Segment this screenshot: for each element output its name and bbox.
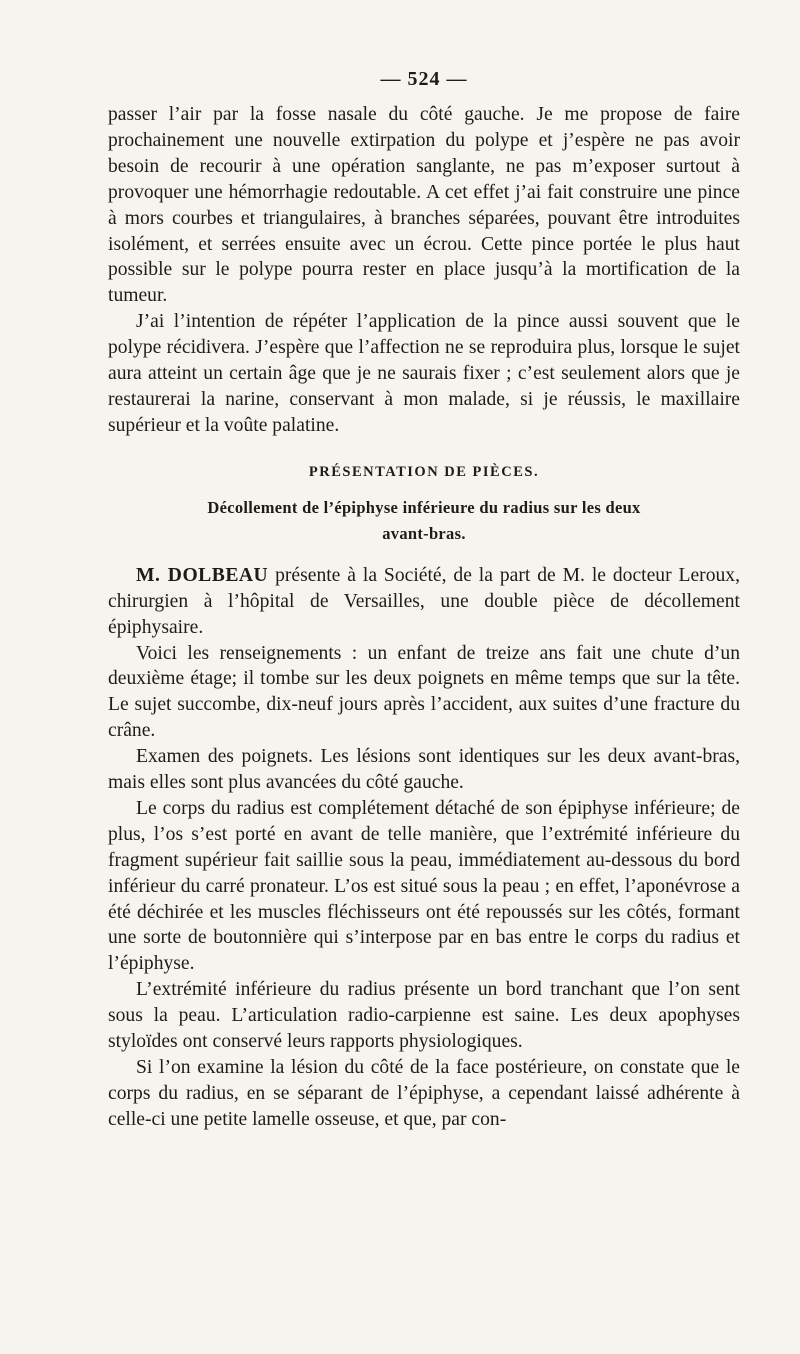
paragraph-5: Le corps du radius est complétement détaché de son épiphyse inférieure; de plus, l’os s’est porté en avant de telle manière, que l’extrémité inférieure du fragment supérieur fait saillie sous la peau, immédiatement au-dessous du bord inférieur du carré pronateur. L’os est situé sous la peau ; en effet, l’aponévrose a été déchirée et les muscles fléchisseurs ont été repoussés sur les côtés, formant une sorte de boutonnière qui s’interpose par en bas entre le corps du radius et l’épiphyse.: [108, 797, 740, 975]
page-number: — 524 —: [380, 68, 468, 90]
paragraph-2: J’ai l’intention de répéter l’application de la pince aussi souvent que le polype récidivera. J’espère que l’affection ne se reproduira plus, lorsque le sujet aura atteint un certain âge que je ne saurais fixer ; c’est seulement alors que je restaurerai la narine, conservant à mon malade, si je réussis, le maxillaire supérieur et la voûte palatine.: [108, 311, 740, 436]
paragraph-dolbeau-text: présente à la Société, de la part de M. le docteur Leroux, chirurgien à l’hôpital de Versailles, une double pièce de décollement épiphysaire.: [108, 564, 740, 638]
paragraph-4: Examen des poignets. Les lésions sont identiques sur les deux avant-bras, mais elles sont plus avancées du côté gauche.: [108, 746, 740, 794]
section-heading: PRÉSENTATION DE PIÈCES.: [308, 463, 540, 480]
speaker-name: M. DOLBEAU: [136, 564, 269, 586]
page: [108, 62, 740, 1332]
subheading: [108, 495, 740, 547]
paragraph-dolbeau: [108, 563, 740, 641]
paragraph-6: L’extrémité inférieure du radius présente un bord tranchant que l’on sent sous la peau. L’articulation radio-carpienne est saine. Les deux apophyses styloïdes ont conservé leurs rapports physiologiques.: [108, 979, 740, 1053]
subheading-line-2: avant-bras.: [382, 523, 466, 543]
paragraph-7: Si l’on examine la lésion du côté de la face postérieure, on constate que le corps du radius, en se séparant de l’épiphyse, a cependant laissé adhérente à celle-ci une petite lamelle osseuse, et que, par con-: [108, 1057, 740, 1130]
paragraph-3: Voici les renseignements : un enfant de treize ans fait une chute d’un deuxième étage; il tombe sur les deux poignets en même temps que sur la tête. Le sujet succombe, dix-neuf jours après l’accident, aux suites d’une fracture du crâne.: [108, 642, 740, 742]
paragraph-1: passer l’air par la fosse nasale du côté gauche. Je me propose de faire prochainement une nouvelle extirpation du polype et j’espère ne pas avoir besoin de recourir à une opération sanglante, ne pas m’exposer surtout à provoquer une hémorrhagie redoutable. A cet effet j’ai fait construire une pince à mors courbes et triangulaires, à branches séparées, pouvant être introduites isolément, et serrées ensuite avec un écrou. Cette pince portée le plus haut possible sur le polype pourra rester en place jusqu’à la mortification de la tumeur.: [108, 104, 740, 307]
subheading-line-1: Décollement de l’épiphyse inférieure du radius sur les deux: [207, 497, 641, 517]
